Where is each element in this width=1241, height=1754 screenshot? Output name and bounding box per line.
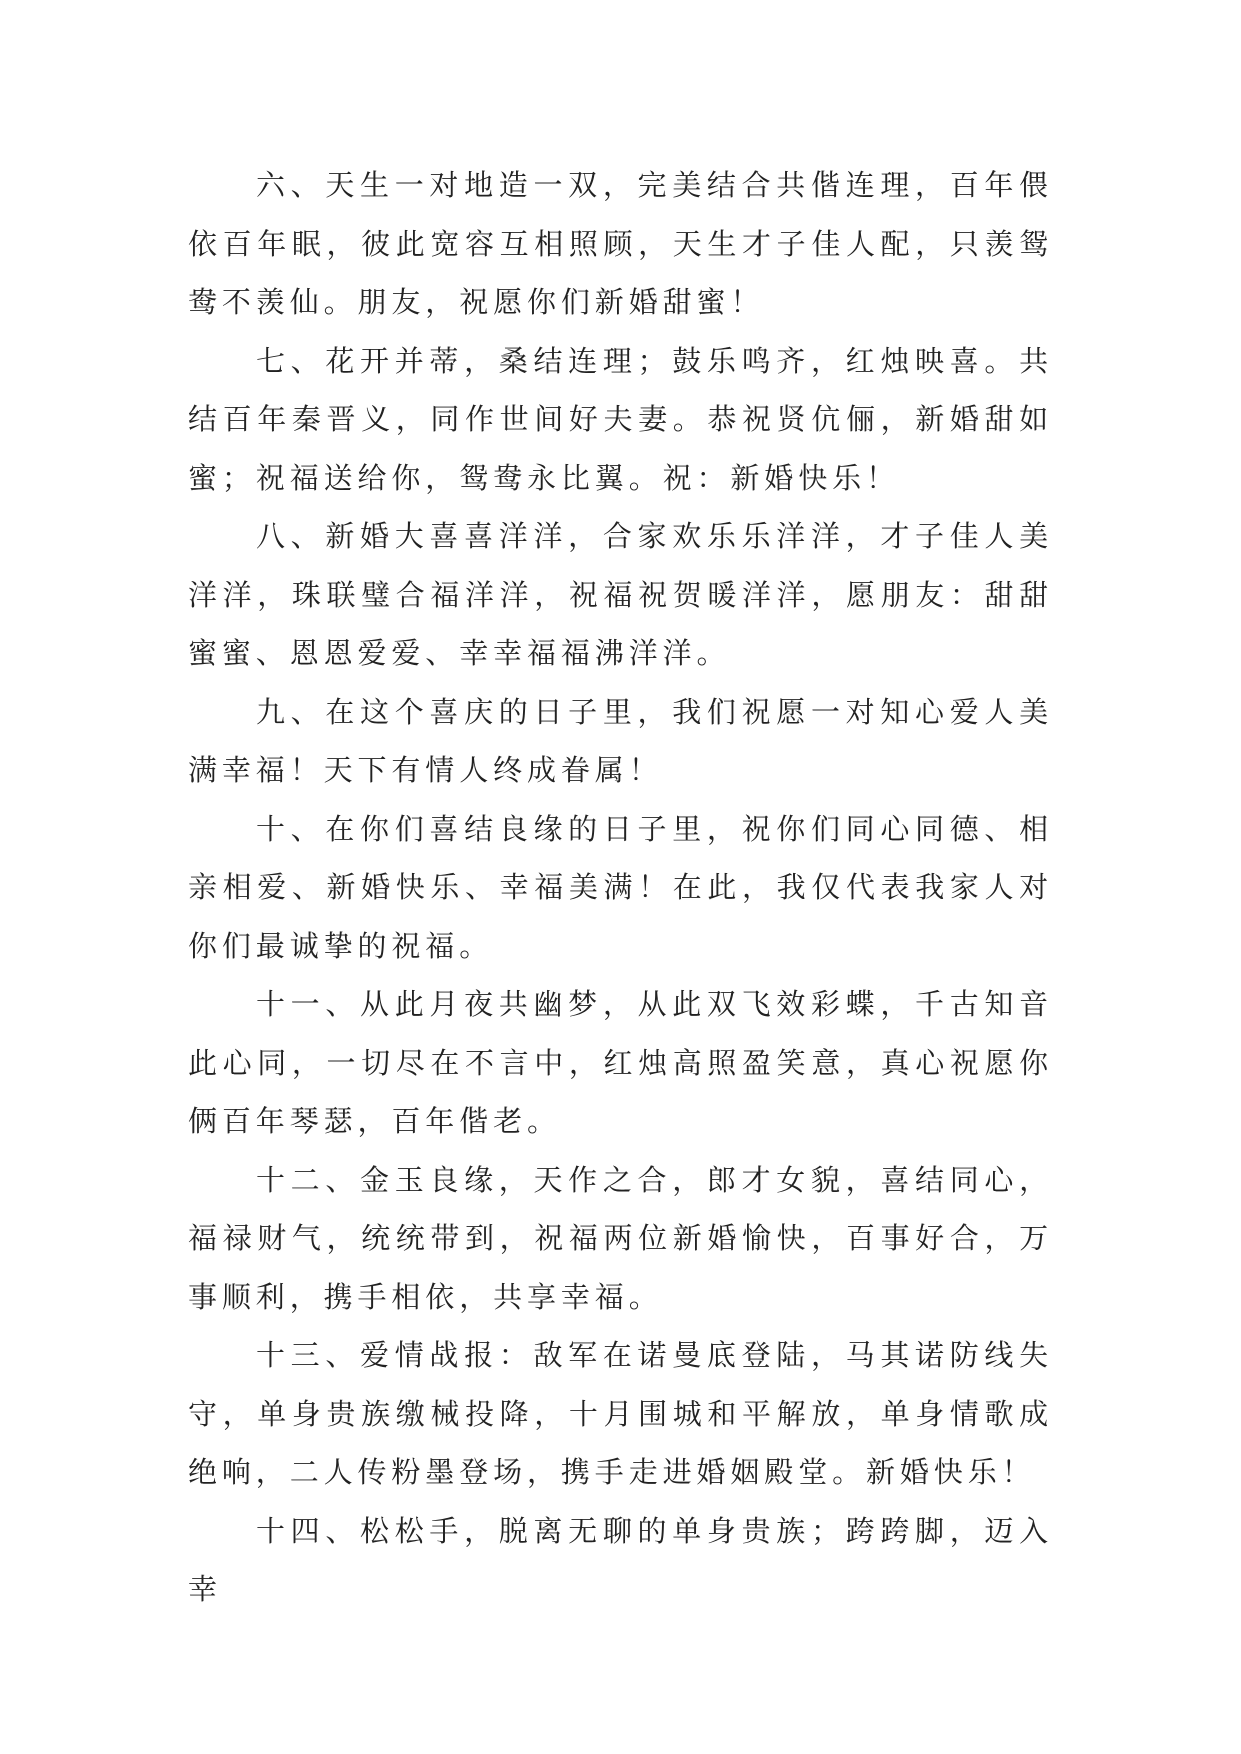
paragraph-9: 九、在这个喜庆的日子里，我们祝愿一对知心爱人美满幸福！天下有情人终成眷属！ [188,694,1053,787]
paragraph-8: 八、新婚大喜喜洋洋，合家欢乐乐洋洋，才子佳人美洋洋，珠联璧合福洋洋，祝福祝贺暖洋洋，愿朋友：甜甜蜜蜜、恩恩爱爱、幸幸福福沸洋洋。 [188,519,1053,670]
paragraph-7: 七、花开并蒂，桑结连理；鼓乐鸣齐，红烛映喜。共结百年秦晋义，同作世间好夫妻。恭祝贤伉俪，新婚甜如蜜；祝福送给你，鸳鸯永比翼。祝：新婚快乐！ [188,343,1053,495]
paragraph-12: 十二、金玉良缘，天作之合，郎才女貌，喜结同心，福禄财气，统统带到，祝福两位新婚愉快，百事好合，万事顺利，携手相依，共享幸福。 [188,1162,1053,1314]
paragraph-13: 十三、爱情战报：敌军在诺曼底登陆，马其诺防线失守，单身贵族缴械投降，十月围城和平解放，单身情歌成绝响，二人传粉墨登场，携手走进婚姻殿堂。新婚快乐！ [188,1338,1053,1489]
document-body [188,156,1053,1619]
paragraph-10: 十、在你们喜结良缘的日子里，祝你们同心同德、相亲相爱、新婚快乐、幸福美满！在此，我仅代表我家人对你们最诚挚的祝福。 [188,811,1053,963]
paragraph-14: 十四、松松手，脱离无聊的单身贵族；跨跨脚，迈入幸 [188,1513,1053,1606]
paragraph-6: 六、天生一对地造一双，完美结合共偕连理，百年偎依百年眠，彼此宽容互相照顾，天生才子佳人配，只羡鸳鸯不羡仙。朋友，祝愿你们新婚甜蜜！ [188,168,1053,319]
paragraph-11: 十一、从此月夜共幽梦，从此双飞效彩蝶，千古知音此心同，一切尽在不言中，红烛高照盈笑意，真心祝愿你俩百年琴瑟，百年偕老。 [188,987,1053,1138]
